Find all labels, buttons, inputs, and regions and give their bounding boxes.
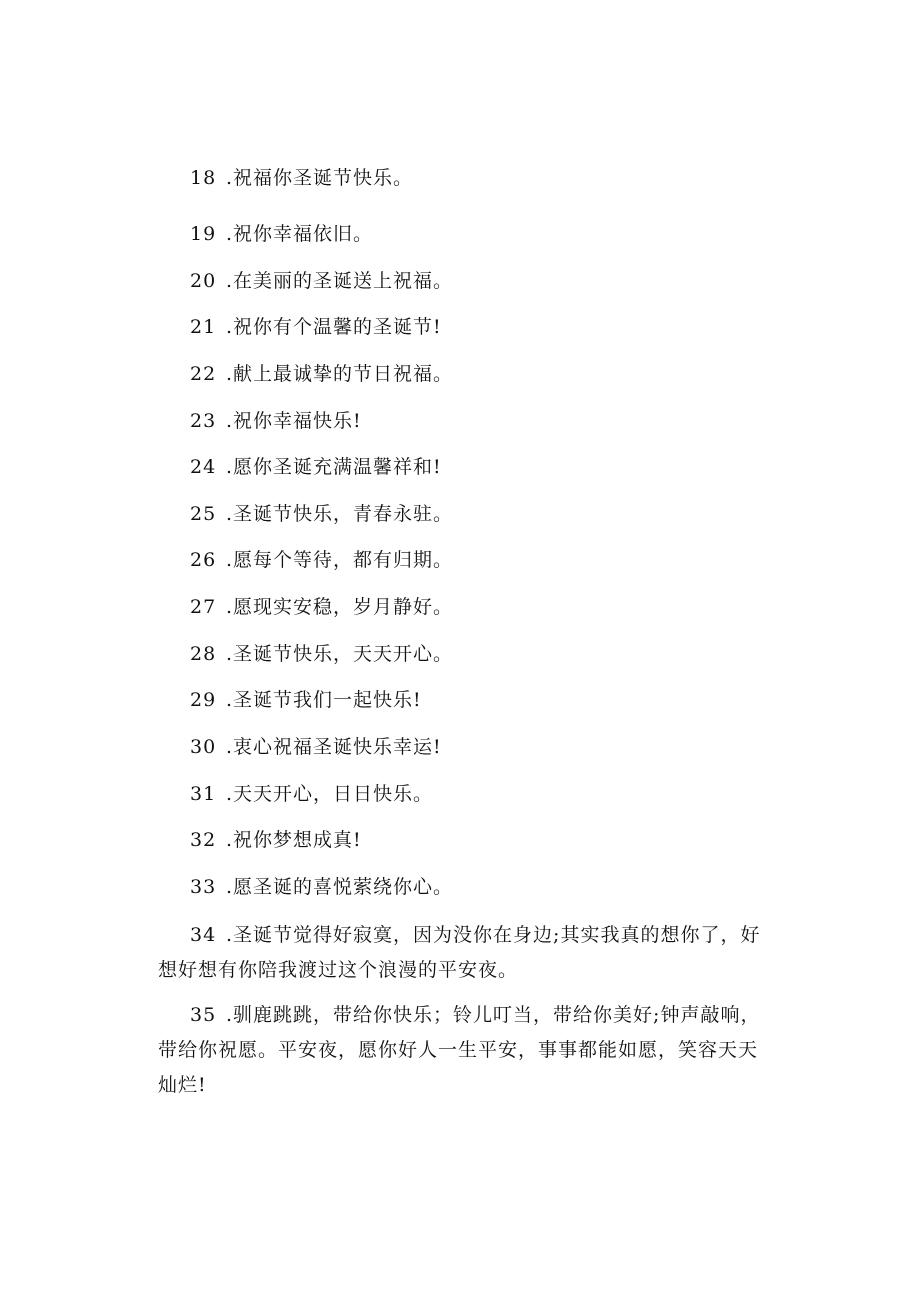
item-number: 32	[190, 829, 217, 851]
item-number: 25	[190, 503, 217, 525]
item-text: .在美丽的圣诞送上祝福。	[226, 270, 454, 292]
list-item	[190, 453, 442, 481]
list-item	[190, 267, 453, 295]
item-text: .愿你圣诞充满温馨祥和!	[226, 456, 442, 478]
list-item	[190, 500, 453, 528]
item-number: 22	[190, 363, 217, 385]
item-number: 26	[190, 549, 217, 571]
item-text: .祝你幸福快乐!	[226, 410, 362, 432]
item-text: .圣诞节我们一起快乐!	[226, 689, 422, 711]
list-item	[190, 313, 442, 341]
item-text: .衷心祝福圣诞快乐幸运!	[226, 736, 442, 758]
item-text: .圣诞节觉得好寂寞，因为没你在身边;其实我真的想你了，好想好想有你陪我渡过这个浪漫的平安夜。	[158, 924, 761, 981]
item-number: 30	[190, 736, 217, 758]
item-text: .献上最诚挚的节日祝福。	[226, 363, 454, 385]
list-item	[190, 546, 453, 574]
item-number: 29	[190, 689, 217, 711]
list-item	[190, 826, 362, 854]
item-number: 34	[190, 924, 217, 946]
list-item	[190, 873, 453, 901]
item-text: .驯鹿跳跳，带给你快乐；铃儿叮当，带给你美好;钟声敲响，带给你祝愿。平安夜，愿你好人一生平安，事事都能如愿，笑容天天灿烂!	[158, 1004, 761, 1096]
paragraph-item	[158, 998, 768, 1103]
item-number: 21	[190, 316, 217, 338]
item-number: 31	[190, 783, 217, 805]
item-text: .祝你幸福依旧。	[226, 223, 374, 245]
item-text: .愿现实安稳，岁月静好。	[226, 596, 454, 618]
list-item	[190, 164, 413, 192]
item-text: .祝福你圣诞节快乐。	[226, 167, 414, 189]
item-text: .天天开心，日日快乐。	[226, 783, 434, 805]
item-number: 24	[190, 456, 217, 478]
item-number: 19	[190, 223, 217, 245]
item-number: 27	[190, 596, 217, 618]
list-item	[190, 686, 422, 714]
item-number: 23	[190, 410, 217, 432]
item-text: .圣诞节快乐，天天开心。	[226, 643, 454, 665]
item-number: 28	[190, 643, 217, 665]
item-text: .愿每个等待，都有归期。	[226, 549, 454, 571]
item-number: 33	[190, 876, 217, 898]
list-item	[190, 360, 453, 388]
paragraph-item	[158, 918, 768, 988]
item-number: 35	[190, 1004, 217, 1026]
item-number: 18	[190, 167, 217, 189]
item-text: .祝你梦想成真!	[226, 829, 362, 851]
list-item	[190, 780, 433, 808]
item-text: .愿圣诞的喜悦萦绕你心。	[226, 876, 454, 898]
item-number: 20	[190, 270, 217, 292]
item-text: .圣诞节快乐，青春永驻。	[226, 503, 454, 525]
list-item	[190, 220, 373, 248]
item-text: .祝你有个温馨的圣诞节!	[226, 316, 442, 338]
list-item	[190, 407, 362, 435]
list-item	[190, 733, 442, 761]
list-item	[190, 593, 453, 621]
list-item	[190, 640, 453, 668]
